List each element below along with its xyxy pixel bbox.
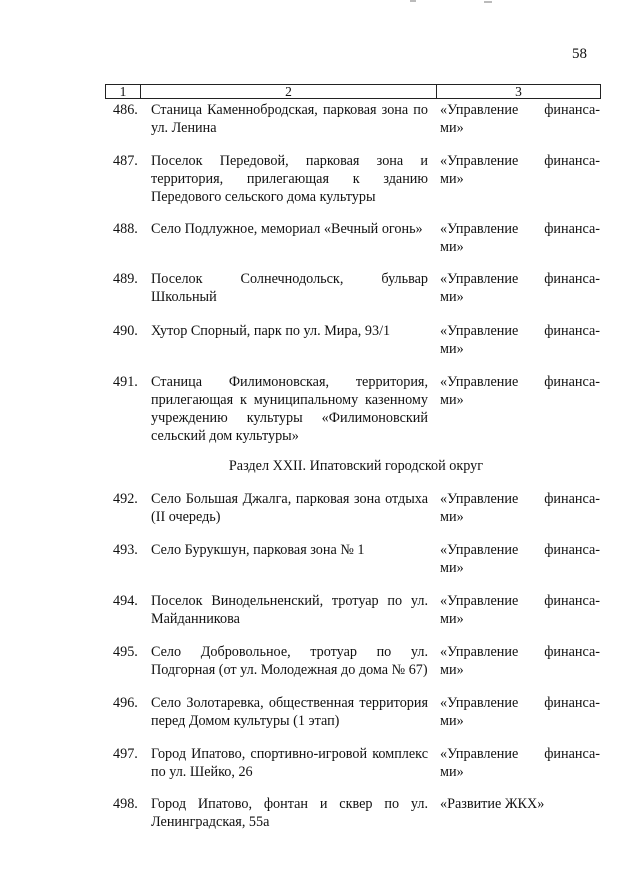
program-word: финанса-	[544, 695, 600, 711]
entry-number: 497.	[113, 746, 138, 762]
program-word: ми»	[440, 239, 464, 255]
entry-program	[440, 373, 600, 409]
program-word: «Управление	[440, 491, 519, 507]
program-word: «Управление	[440, 374, 519, 390]
entry-number: 489.	[113, 271, 138, 287]
entry-program	[440, 152, 600, 188]
entry-number: 487.	[113, 153, 138, 169]
program-word: ми»	[440, 713, 464, 729]
entry-number: 495.	[113, 644, 138, 660]
entry-program	[440, 490, 600, 526]
program-word: финанса-	[544, 542, 600, 558]
entry-location: Поселок Винодельненский, тротуар по ул. Майданникова	[151, 593, 428, 627]
entry-program	[440, 694, 600, 730]
entry-number: 488.	[113, 221, 138, 237]
entry-location: Поселок Передовой, парковая зона и территория, прилегающая к зданию Передового сельского дома культуры	[151, 153, 428, 205]
entry-program	[440, 270, 600, 306]
entry-location: Поселок Солнечнодольск, бульвар Школьный	[151, 271, 428, 305]
column-header: 2	[140, 85, 436, 98]
program-word: «Управление	[440, 644, 519, 660]
program-word: ми»	[440, 611, 464, 627]
program-word: ми»	[440, 509, 464, 525]
program-word: «Управление	[440, 695, 519, 711]
program-word: финанса-	[544, 153, 600, 169]
program-word: «Управление	[440, 323, 519, 339]
entry-number: 496.	[113, 695, 138, 711]
entry-number: 491.	[113, 374, 138, 390]
program-word: финанса-	[544, 644, 600, 660]
entry-location: Село Большая Джалга, парковая зона отдыха (II очередь)	[151, 491, 428, 525]
program-word: ми»	[440, 341, 464, 357]
scan-artifact	[484, 1, 492, 3]
program-word: финанса-	[544, 221, 600, 237]
entry-location: Город Ипатово, фонтан и сквер по ул. Ленинградская, 55а	[151, 796, 428, 830]
entry-number: 492.	[113, 491, 138, 507]
program-word: «Управление	[440, 542, 519, 558]
program-word: ми»	[440, 764, 464, 780]
column-header-row	[105, 84, 601, 99]
program-word: «Развитие ЖКХ»	[440, 796, 545, 812]
entry-number: 493.	[113, 542, 138, 558]
entry-program	[440, 795, 600, 813]
entry-location: Станица Филимоновская, территория, прилегающая к муниципальному казенному учреждению культуры «Филимоновский сельский дом культуры»	[151, 374, 428, 444]
entry-number: 498.	[113, 796, 138, 812]
entry-program	[440, 101, 600, 137]
entry-program	[440, 745, 600, 781]
program-word: ми»	[440, 120, 464, 136]
program-word: «Управление	[440, 593, 519, 609]
entry-location: Станица Каменнобродская, парковая зона по ул. Ленина	[151, 102, 428, 136]
entry-number: 486.	[113, 102, 138, 118]
program-word: ми»	[440, 171, 464, 187]
entry-program	[440, 322, 600, 358]
entry-location: Село Подлужное, мемориал «Вечный огонь»	[151, 221, 423, 237]
entry-program	[440, 643, 600, 679]
section-title: Раздел XXII. Ипатовский городской округ	[228, 458, 484, 474]
program-word: финанса-	[544, 102, 600, 118]
entry-program	[440, 220, 600, 256]
column-header: 3	[436, 85, 600, 98]
page-number: 58	[572, 46, 587, 62]
program-word: финанса-	[544, 491, 600, 507]
program-word: «Управление	[440, 271, 519, 287]
program-word: финанса-	[544, 271, 600, 287]
program-word: финанса-	[544, 323, 600, 339]
entry-number: 490.	[113, 323, 138, 339]
program-word: «Управление	[440, 102, 519, 118]
entry-program	[440, 592, 600, 628]
entry-location: Село Добровольное, тротуар по ул. Подгорная (от ул. Молодежная до дома № 67)	[151, 644, 428, 678]
program-word: ми»	[440, 560, 464, 576]
scan-artifact	[410, 0, 416, 2]
program-word: ми»	[440, 392, 464, 408]
entry-location: Село Бурукшун, парковая зона № 1	[151, 542, 365, 558]
program-word: ми»	[440, 289, 464, 305]
program-word: «Управление	[440, 153, 519, 169]
program-word: ми»	[440, 662, 464, 678]
program-word: финанса-	[544, 746, 600, 762]
program-word: «Управление	[440, 746, 519, 762]
program-word: финанса-	[544, 374, 600, 390]
program-word: финанса-	[544, 593, 600, 609]
entry-number: 494.	[113, 593, 138, 609]
entry-program	[440, 541, 600, 577]
entry-location: Город Ипатово, спортивно-игровой комплекс по ул. Шейко, 26	[151, 746, 428, 780]
program-word: «Управление	[440, 221, 519, 237]
entry-location: Село Золотаревка, общественная территория перед Домом культуры (1 этап)	[151, 695, 428, 729]
entry-location: Хутор Спорный, парк по ул. Мира, 93/1	[151, 323, 391, 339]
column-header: 1	[119, 84, 127, 99]
